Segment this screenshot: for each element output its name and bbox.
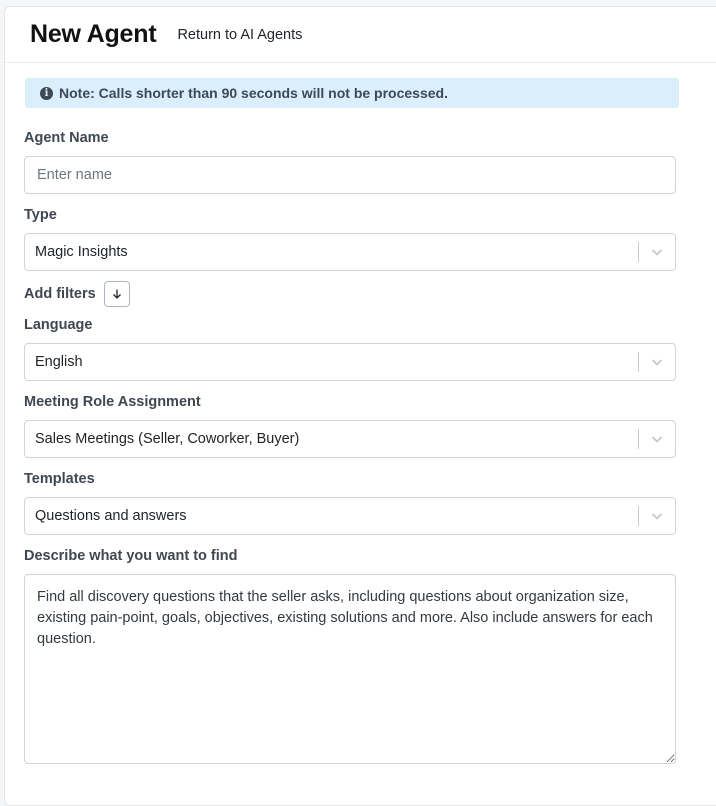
add-filters-label: Add filters bbox=[24, 286, 96, 302]
chevron-down-icon[interactable] bbox=[639, 344, 675, 380]
info-icon: i bbox=[40, 87, 53, 100]
add-filters-button[interactable] bbox=[104, 281, 130, 307]
language-label: Language bbox=[24, 317, 93, 333]
chevron-down-icon[interactable] bbox=[639, 421, 675, 457]
note-text: Note: Calls shorter than 90 seconds will not be processed. bbox=[59, 85, 448, 101]
describe-label: Describe what you want to find bbox=[24, 548, 238, 564]
meeting-role-select[interactable] bbox=[24, 420, 676, 458]
templates-select-value: Questions and answers bbox=[35, 508, 187, 524]
chevron-down-icon[interactable] bbox=[639, 234, 675, 270]
language-select[interactable] bbox=[24, 343, 676, 381]
templates-select[interactable] bbox=[24, 497, 676, 535]
page-title: New Agent bbox=[30, 20, 157, 48]
language-select-value: English bbox=[35, 354, 83, 370]
describe-textarea[interactable] bbox=[24, 574, 676, 764]
templates-label: Templates bbox=[24, 471, 95, 487]
chevron-down-icon[interactable] bbox=[639, 498, 675, 534]
page-header bbox=[5, 7, 716, 63]
meeting-role-label: Meeting Role Assignment bbox=[24, 394, 201, 410]
return-to-ai-agents-link[interactable]: Return to AI Agents bbox=[177, 27, 303, 43]
type-label: Type bbox=[24, 207, 57, 223]
agent-name-input[interactable] bbox=[24, 156, 676, 194]
agent-name-label: Agent Name bbox=[24, 130, 109, 146]
add-filters-row bbox=[24, 281, 130, 307]
form-content bbox=[5, 63, 716, 108]
type-select-value: Magic Insights bbox=[35, 244, 128, 260]
type-select[interactable] bbox=[24, 233, 676, 271]
note-banner bbox=[25, 78, 679, 108]
meeting-role-select-value: Sales Meetings (Seller, Coworker, Buyer) bbox=[35, 431, 300, 447]
arrow-down-icon bbox=[111, 288, 123, 300]
